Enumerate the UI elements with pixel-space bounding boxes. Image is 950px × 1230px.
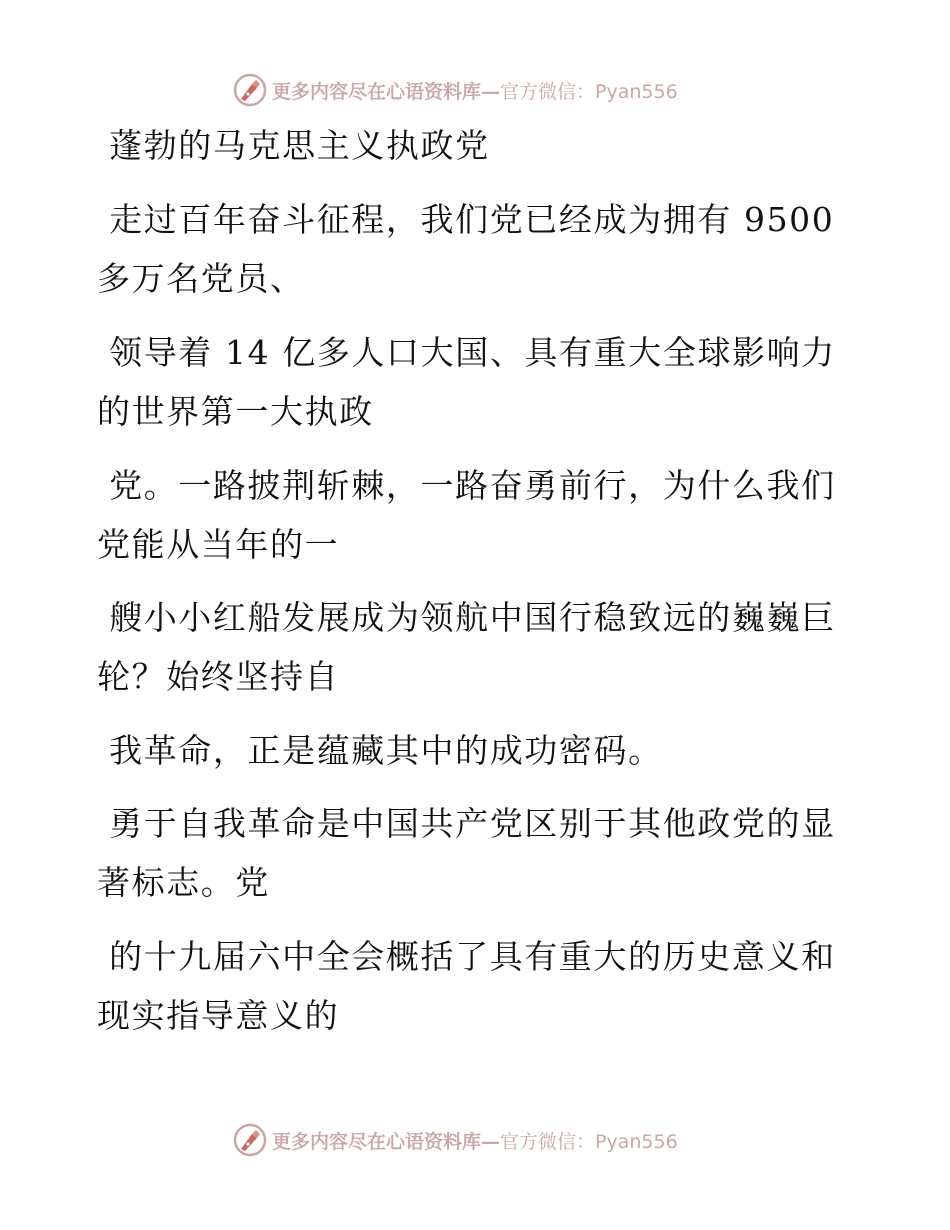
pen-nib-circle-icon — [232, 1122, 268, 1158]
text-line: 的世界第一大执政 — [97, 392, 374, 431]
text-line: 的十九届六中全会概括了具有重大的历史意义和 — [97, 937, 836, 976]
text-line: 党能从当年的一 — [97, 525, 340, 564]
text-line: 轮？始终坚持自 — [97, 657, 340, 696]
watermark-text: 更多内容尽在心语资料库— — [272, 1130, 501, 1153]
pen-nib-circle-icon — [232, 72, 268, 108]
watermark-footer — [232, 1120, 678, 1160]
text-line: 著标志。党 — [97, 863, 270, 902]
text-line: 我革命，正是蕴藏其中的成功密码。 — [97, 731, 663, 770]
text-line: 艘小小红船发展成为领航中国行稳致远的巍巍巨 — [97, 598, 836, 637]
text-line: 走过百年奋斗征程，我们党已经成为拥有 9500 — [97, 200, 835, 239]
text-line: 现实指导意义的 — [97, 996, 340, 1035]
text-line: 领导着 14 亿多人口大国、具有重大全球影响力 — [97, 333, 836, 372]
text-line: 蓬勃的马克思主义执政党 — [97, 126, 490, 165]
text-line: 多万名党员、 — [97, 259, 305, 298]
watermark-header — [232, 70, 678, 110]
text-line: 党。一路披荆斩棘，一路奋勇前行，为什么我们 — [97, 466, 836, 505]
watermark-wechat: 官方微信：Pyan556 — [500, 1130, 678, 1153]
text-line: 勇于自我革命是中国共产党区别于其他政党的显 — [97, 804, 836, 843]
watermark-text: 更多内容尽在心语资料库— — [272, 80, 501, 103]
watermark-wechat: 官方微信：Pyan556 — [500, 80, 678, 103]
